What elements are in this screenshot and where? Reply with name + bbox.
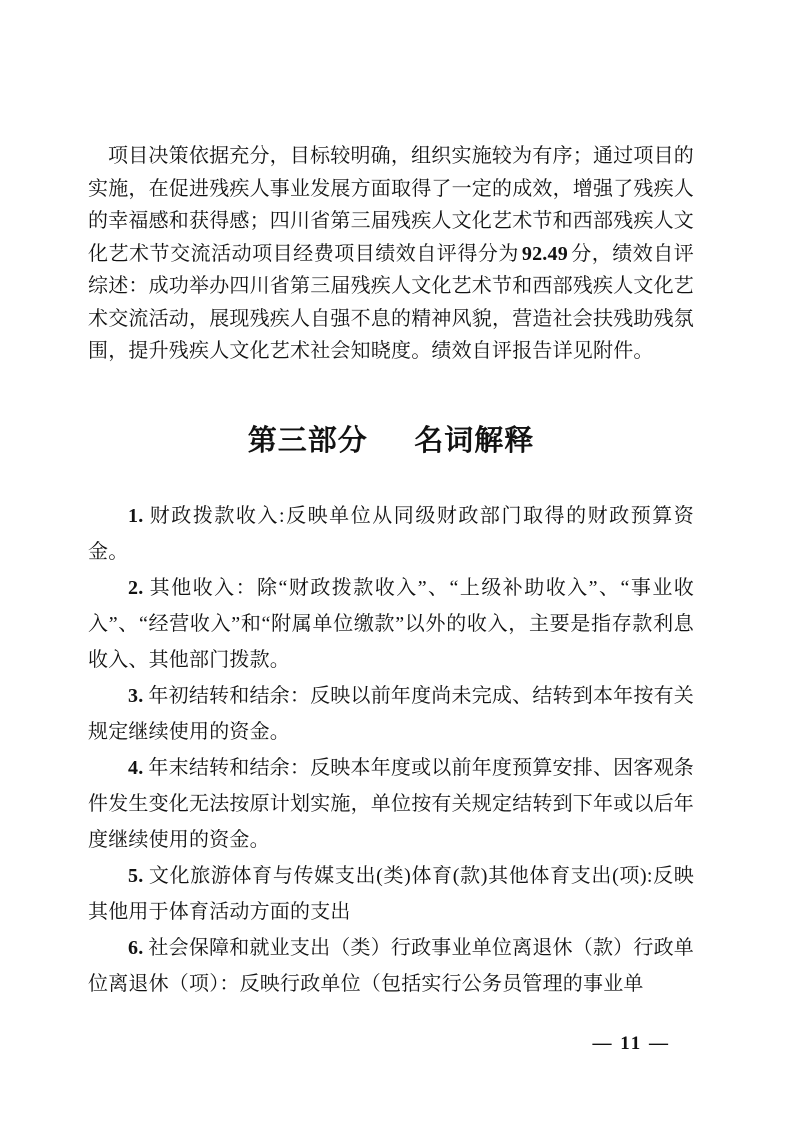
paragraph-text-before-score: 项目决策依据充分，目标较明确，组织实施较为有序；通过项目的实施，在促进残疾人事业发展方面取得了一定的成效，增强了残疾人的幸福感和获得感；四川省第三届残疾人文化艺术节和西部残疾人文化艺术节交流活动项目经费项目绩效自评得分为	[88, 145, 694, 265]
glossary-item-3	[88, 678, 694, 750]
score-value: 92.49	[521, 242, 568, 265]
glossary-item-4-text: 年末结转和结余：反映本年度或以前年度预算安排、因客观条件发生变化无法按原计划实施，单位按有关规定结转到下年或以后年度继续使用的资金。	[88, 756, 694, 851]
glossary-list	[88, 498, 694, 1002]
glossary-item-6-number: 6.	[128, 936, 144, 959]
glossary-item-4-number: 4.	[128, 756, 144, 779]
glossary-item-1-text: 财政拨款收入:反映单位从同级财政部门取得的财政预算资金。	[88, 504, 694, 563]
glossary-item-3-number: 3.	[128, 684, 144, 707]
glossary-item-5-number: 5.	[128, 864, 144, 887]
section-heading-part1: 第三部分	[247, 424, 368, 457]
glossary-item-4	[88, 750, 694, 858]
glossary-item-1	[88, 498, 694, 570]
glossary-item-6-text: 社会保障和就业支出（类）行政事业单位离退休（款）行政单位离退休（项）：反映行政单位（包括实行公务员管理的事业单	[88, 936, 694, 995]
glossary-item-2	[88, 570, 694, 678]
self-evaluation-paragraph	[88, 140, 694, 368]
section-heading-part2: 名词解释	[414, 424, 535, 457]
glossary-item-3-text: 年初结转和结余：反映以前年度尚未完成、结转到本年按有关规定继续使用的资金。	[88, 684, 694, 743]
glossary-item-5	[88, 858, 694, 930]
glossary-item-6	[88, 930, 694, 1002]
glossary-item-5-text: 文化旅游体育与传媒支出(类)体育(款)其他体育支出(项):反映其他用于体育活动方面的支出	[88, 864, 694, 923]
glossary-item-2-number: 2.	[128, 576, 144, 599]
glossary-item-2-text: 其他收入：除“财政拨款收入”、“上级补助收入”、“事业收入”、“经营收入”和“附属单位缴款”以外的收入，主要是指存款利息收入、其他部门拨款。	[88, 576, 694, 671]
paragraph-text-after-score: 分，绩效自评综述：成功举办四川省第三届残疾人文化艺术节和西部残疾人文化艺术交流活动，展现残疾人自强不息的精神风貌，营造社会扶残助残氛围，提升残疾人文化艺术社会知晓度。绩效自评报告详见附件。	[88, 242, 695, 362]
page-content	[88, 0, 694, 1002]
page-number: — 11 —	[592, 1033, 670, 1054]
section-heading	[88, 418, 694, 464]
glossary-item-1-number: 1.	[128, 504, 144, 527]
